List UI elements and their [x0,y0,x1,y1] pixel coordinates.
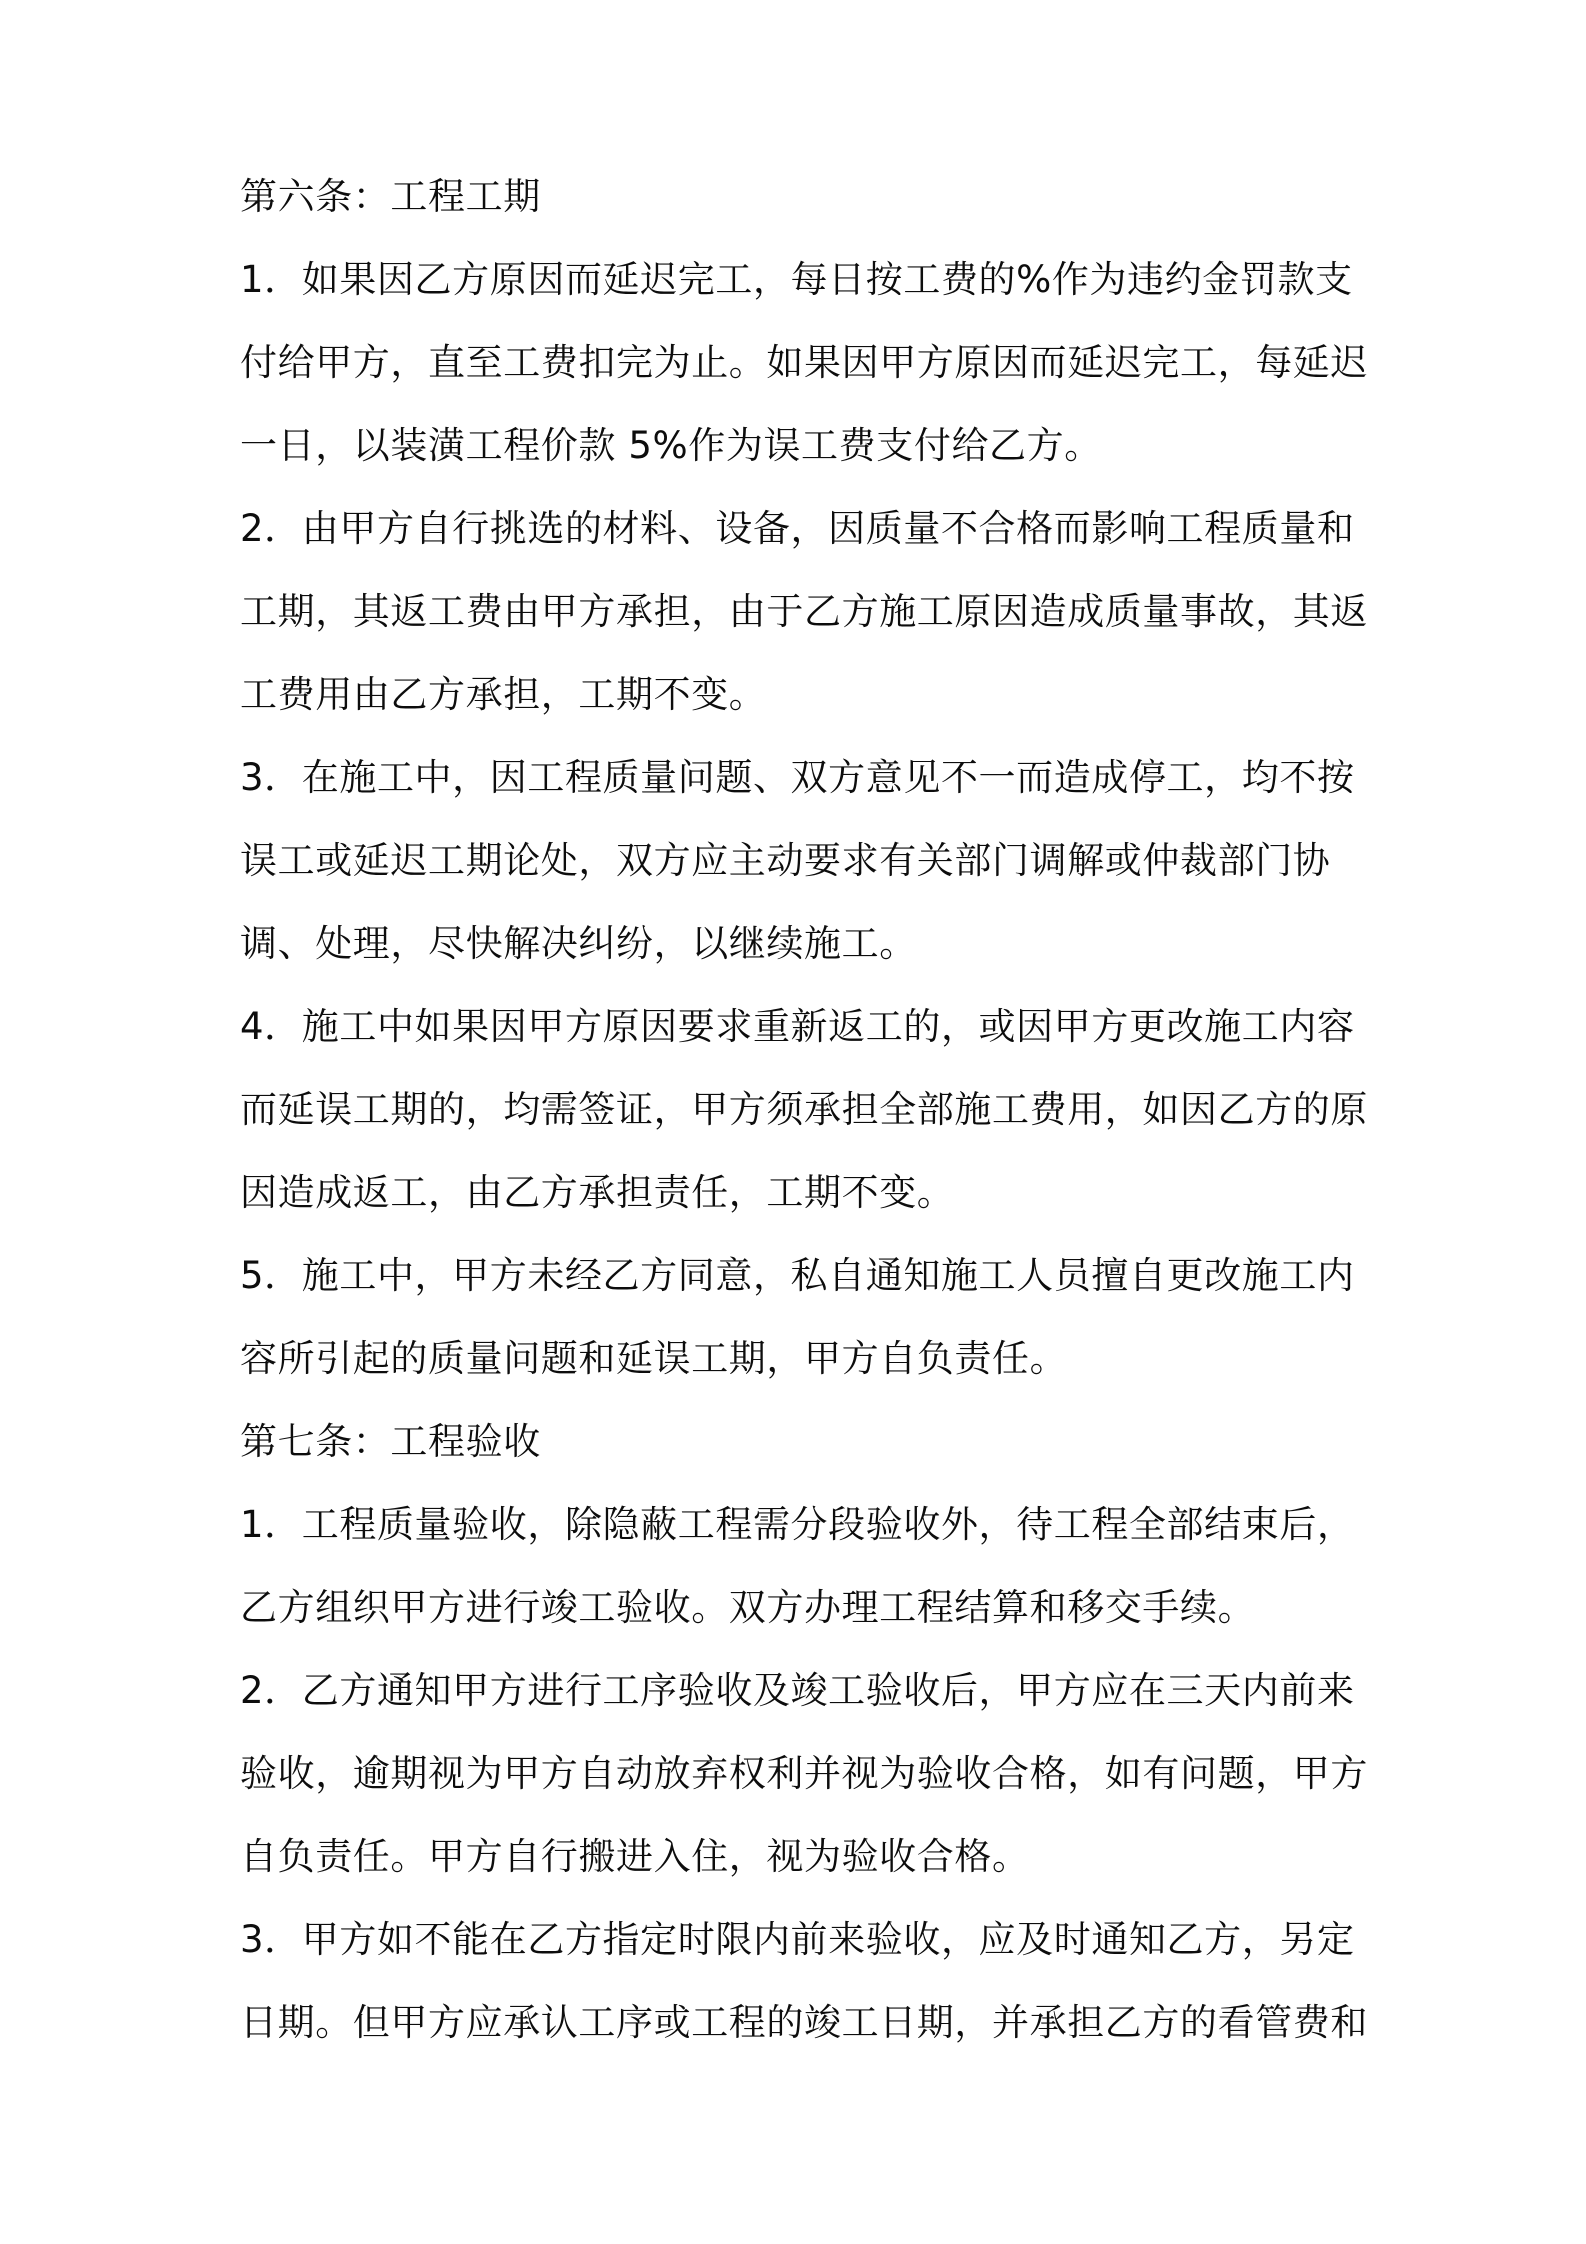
text-line: 3．甲方如不能在乙方指定时限内前来验收，应及时通知乙方，另定 [240,1918,1355,1961]
text-line: 而延误工期的，均需签证，甲方须承担全部施工费用，如因乙方的原 [240,1088,1368,1131]
text-line: 5．施工中，甲方未经乙方同意，私自通知施工人员擅自更改施工内 [240,1254,1355,1297]
text-line: 工费用由乙方承担，工期不变。 [240,673,767,716]
text-line: 因造成返工，由乙方承担责任，工期不变。 [240,1171,955,1214]
text-line: 自负责任。甲方自行搬进入住，视为验收合格。 [240,1835,1030,1878]
text-line: 验收，逾期视为甲方自动放弃权利并视为验收合格，如有问题，甲方 [240,1752,1368,1795]
text-line: 乙方组织甲方进行竣工验收。双方办理工程结算和移交手续。 [240,1586,1256,1629]
text-line: 误工或延迟工期论处，双方应主动要求有关部门调解或仲裁部门协 [240,839,1331,882]
text-line: 2．由甲方自行挑选的材料、设备，因质量不合格而影响工程质量和 [240,507,1355,550]
text-line: 容所引起的质量问题和延误工期，甲方自负责任。 [240,1337,1068,1380]
document-body [240,155,1368,2064]
section-heading-7: 第七条：工程验收 [240,1420,541,1463]
text-line: 1．如果因乙方原因而延迟完工，每日按工费的%作为违约金罚款支 [240,258,1353,301]
section-heading-6: 第六条：工程工期 [240,175,541,218]
text-line: 2．乙方通知甲方进行工序验收及竣工验收后，甲方应在三天内前来 [240,1669,1355,1712]
text-line: 一日，以装潢工程价款 5%作为误工费支付给乙方。 [240,424,1102,467]
text-line: 付给甲方，直至工费扣完为止。如果因甲方原因而延迟完工，每延迟 [240,341,1368,384]
text-line: 4．施工中如果因甲方原因要求重新返工的，或因甲方更改施工内容 [240,1005,1355,1048]
text-line: 工期，其返工费由甲方承担，由于乙方施工原因造成质量事故，其返 [240,590,1368,633]
text-line: 调、处理，尽快解决纠纷，以继续施工。 [240,922,917,965]
text-line: 日期。但甲方应承认工序或工程的竣工日期，并承担乙方的看管费和 [240,2001,1368,2044]
text-line: 1．工程质量验收，除隐蔽工程需分段验收外，待工程全部结束后， [240,1503,1355,1546]
text-line: 3．在施工中，因工程质量问题、双方意见不一而造成停工，均不按 [240,756,1355,799]
